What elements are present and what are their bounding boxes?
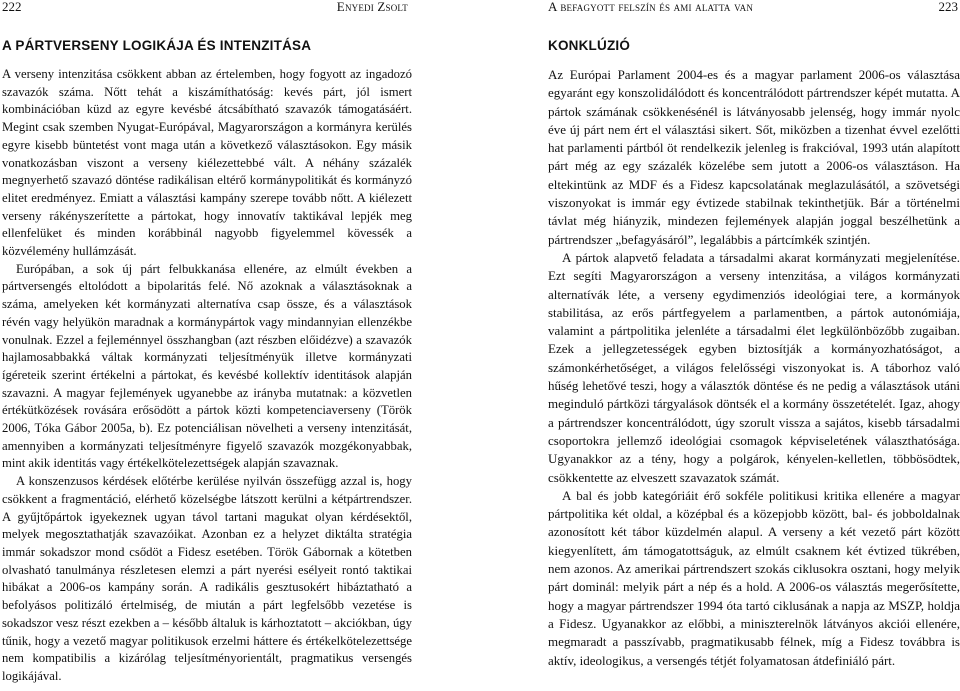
right-running-head-title: A befagyott felszín és ami alatta van <box>548 0 754 14</box>
right-running-head <box>548 0 960 16</box>
left-page-number: 222 <box>2 0 22 14</box>
right-section-title: KONKLÚZIÓ <box>548 38 631 53</box>
right-page-number: 223 <box>938 0 958 14</box>
right-body-text <box>548 66 960 670</box>
left-running-head <box>0 0 412 16</box>
left-section-title: A PÁRTVERSENY LOGIKÁJA ÉS INTENZITÁSA <box>2 38 312 53</box>
left-running-head-author: Enyedi Zsolt <box>336 0 408 14</box>
right-page <box>548 0 960 691</box>
right-paragraph-2: A pártok alapvető feladata a társadalmi akarat kormányzati megjelenítése. Ezt segíti Magyarországon a verseny intenzitása, a világos kormányzati alternatívák léte, a verseny egydimenziós ideológiai tere, a kormányok stabilitása, az erős pártfegyelem a parlamentben, a pártok autonómiája, valamint a pártpolitika jelenléte a társadalmi élet legkülönbözőbb zugaiban. Ezek a jellegzetességek egyben biztosítják a kormányozhatóságot, a számonkérhetőséget, a világos felelősségi viszonyokat is. A táborhoz való hűség lehetővé teszi, hogy a választók döntése és ne pedig a választások utáni meginduló pártközi tárgyalások döntsék el a kormány összetételét. Igaz, ahogy a pártrendszer koncentrálódott, úgy szorult vissza a sajátos, kisebb társadalmi csoportokra jellemző ideológiai csomagok képviseletének választhatósága. Ugyanakkor az a tény, hogy a polgárok, kényelen-kelletlen, többösödtek, csökkentette az elveszett szavazatok számát. <box>548 249 960 485</box>
left-paragraph-3: A konszenzusos kérdések előtérbe kerülése nyilván összefügg azzal is, hogy csökkent a fragmentáció, elérhető közelségbe látszott kerülni a kétpártrendszer. A gyűjtőpártok igyekeznek ugyan távol tartani magukat olyan kérdésektől, melyek megosztathatják szavazóikat. Azonban ez a helyzet diktálta stratégia immár sokadszor mond csődöt a Fidesz esetében. Török Gábornak a kötetben olvasható tanulmánya részletesen elemzi a párt nyerési esélyeit rontó taktikai hibákat a 2006-os kampány során. A radikális gesztusokért hibáztatható a befolyásos politizáló értelmiség, de miután a párt legfelsőbb vezetése is sokadszor vesz részt ezekben a – később általuk is kárhoztatott – akciókban, úgy tűnik, hogy a vezető magyar politikusok erzelmi háttere és értékelkötelezettsége nem kompatibilis a kizárólag teljesítményorientált, pragmatikus versengés logikájával. <box>2 474 412 683</box>
left-paragraph-1: A verseny intenzitása csökkent abban az értelemben, hogy fogyott az ingadozó szavazók száma. Nőtt tehát a kiszámíthatóság: kevés párt, jól ismert kombinációban küzd az egyre kevésbé átcsábítható szavazók támogatásáért. Megint csak szemben Nyugat-Európával, Magyarországon a kormányra kerülés egyre kisebb büntetést vont maga után a következő választásokon. Egy másik vonatkozásban viszont a verseny kiélezettebbé vált. A néhány százalék megnyerhető szavazó döntése radikálisan eltérő kormánypolitikát és kormányzó elitet eredményez. Emiatt a választási kampány szerepe tovább nőtt. A kiélezett verseny rákényszerítette a pártokat, hogy innovatív taktikával lepjék meg ellenfelüket és minden korábbinál nagyobb figyelemmel kövessék a közvélemény hullámzását. <box>2 67 412 259</box>
left-page <box>0 0 412 691</box>
right-paragraph-1: Az Európai Parlament 2004-es és a magyar parlament 2006-os választása egyaránt egy konszolidálódott és koncentrálódott pártrendszer képét mutatta. A pártok számának csökkenésénél is látványosabb jelenség, hogy immár nyolc éve új párt nem ért el választási sikert. Sőt, miközben a tizenhat évvel ezelőtti hat parlamenti pártból öt rendelkezik jelenleg is frakcióval, 1993 után alapított párt még az egy százalék közelébe sem jutott a 2006-os választáson. Ha eltekintünk az MDF és a Fidesz kapcsolatának meglazulásától, a szövetségi viszonyokat is immár egy évtizede stabilnak tekinthetjük. Bár a történelmi távlat még hiányzik, mindezen fejlemények alapján joggal beszélhetünk a pártrendszer „befagyásáról”, legalábbis a pártcímkék szintjén. <box>548 67 960 247</box>
left-paragraph-2: Európában, a sok új párt felbukkanása ellenére, az elmúlt években a pártversengés eltolódott a bipolaritás felé. Nő azoknak a választásoknak a száma, amelyeken két kormányzati alternatíva csap össze, és a választások révén vagy helyükön maradnak a kormánypártok vagy mindannyian ellenzékbe vonulnak. Ezzel a fejleménnyel összhangban (azt részben előidézve) a szavazók hajlamosabbakká váltak kormányzati teljesítményük illetve kormányzati ígéreteik szerint értékelni a pártokat, és kevésbé kollektív identitások alapján szavazni. A magyar fejlemények ugyanebbe az irányba mutatnak: a közvetlen értékütközések rovására erősödött a pártok közti kompetenciaverseny (Török 2006, Tóka Gábor 2005a, b). Ez potenciálisan növelheti a verseny intenzitását, amennyiben a kormányzati teljesítményre figyelő szavazók mozgékonyabbak, mint akik identitás vagy értékelkötelezettségek alapján szavaznak. <box>2 261 412 471</box>
left-body-text <box>2 66 412 686</box>
right-paragraph-3: A bal és jobb kategóriáit érő sokféle politikusi kritika ellenére a magyar pártpolitika két oldal, a középbal és a közepjobb között, bal- és jobboldalnak azonosított két tábor küzdelmén alapul. A verseny a két vezető párt között kiegyenlített, ám támogatottságuk, az elmúlt csaknem két évtized tükrében, nem azonos. Az amerikai pártrendszert szokás ciklusokra osztani, hogy melyik párt dominál: melyik párt a nép és a hold. A 2006-os választás megerősítette, hogy a magyar pártrendszer 1994 óta tartó ciklusának a napja az MSZP, holdja a Fidesz. Ugyanakkor az előbbi, a miniszterelnök látványos akciói ellenére, megmaradt a passzívabb, pragmatikusabb félnek, míg a Fidesz továbbra is aktív, ideologikus, a versengés tétjét folyamatosan átdefiniáló párt. <box>548 487 960 668</box>
